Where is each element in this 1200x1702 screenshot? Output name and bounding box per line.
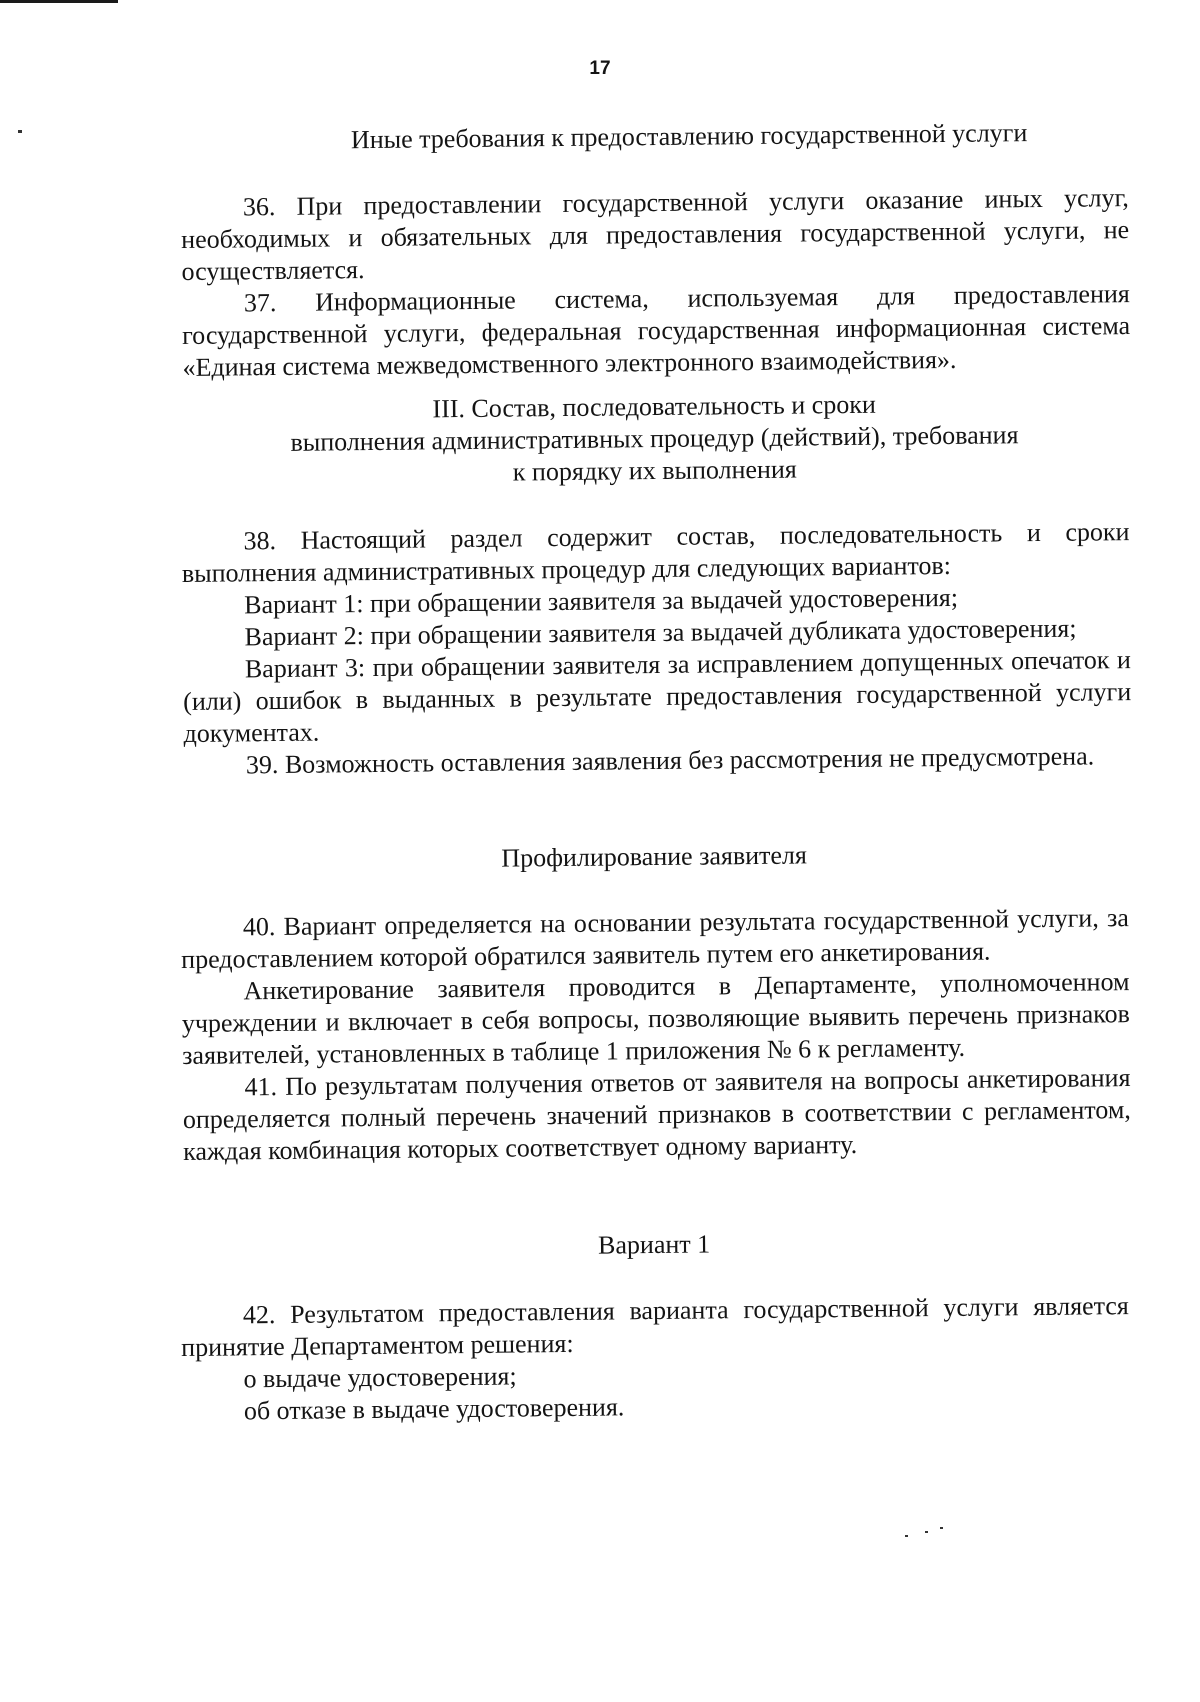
paragraph-36: 36. При предоставлении государственной услуги оказание иных услуг, необходимых и обязательных для предоставления государственной услуги, не осуществляется.	[181, 183, 1130, 286]
scan-speck	[905, 1535, 908, 1537]
section-iii-heading-line-2: выполнения административных процедур (действий), требования	[290, 420, 1019, 457]
page-number: 17	[589, 58, 611, 79]
scan-edge-mark	[0, 0, 118, 3]
section-iii	[180, 386, 1132, 782]
paragraph-40-continued: Анкетирование заявителя проводится в Департаменте, уполномоченном учреждении и включает в себя вопросы, позволяющие выявить перечень признаков заявителей, установленных в таблице 1 приложения № 6 к регламенту.	[181, 967, 1130, 1070]
section-variant-1	[180, 1224, 1130, 1428]
list-item-refusal: об отказе в выдаче удостоверения.	[243, 1392, 625, 1426]
variant-2-description: Вариант 2: при обращении заявителя за выдачей дубликата удостоверения;	[244, 613, 1077, 652]
section-heading-profiling: Профилирование заявителя	[501, 840, 808, 873]
list-item-issue-certificate: о выдаче удостоверения;	[243, 1361, 517, 1394]
section-other-requirements	[180, 116, 1131, 384]
variant-1-description: Вариант 1: при обращении заявителя за выдачей удостоверения;	[244, 582, 959, 620]
paragraph-40: 40. Вариант определяется на основании результата государственной услуги, за предоставлением которой обратился заявитель путем его анкетирования.	[181, 903, 1129, 974]
paragraph-41: 41. По результатам получения ответов от заявителя на вопросы анкетирования определяется полный перечень значений признаков в соответствии с регламентом, каждая комбинация которых соответствует одному варианту.	[182, 1063, 1131, 1166]
section-heading-variant-1: Вариант 1	[597, 1229, 711, 1260]
paragraph-39: 39. Возможность оставления заявления без рассмотрения не предусмотрена.	[245, 741, 1095, 780]
paragraph-38: 38. Настоящий раздел содержит состав, последовательность и сроки выполнения административных процедур для следующих вариантов:	[181, 517, 1130, 588]
section-heading-other-requirements: Иные требования к предоставлению государственной услуги	[350, 118, 1028, 155]
section-iii-heading-line-3: к порядку их выполнения	[512, 454, 797, 487]
paragraph-37: 37. Информационные система, используемая для предоставления государственной услуги, федеральная государственная информационная система «Единая система межведомственного электронного взаимодействия».	[182, 279, 1131, 382]
scan-speck	[18, 130, 22, 133]
variant-3-description: Вариант 3: при обращении заявителя за исправлением допущенных опечаток и (или) ошибок в выданных в результате предоставления государственной услуги документах.	[183, 645, 1132, 748]
section-profiling	[180, 836, 1131, 1168]
paragraph-42: 42. Результатом предоставления варианта государственной услуги является принятие Департаментом решения:	[181, 1291, 1129, 1362]
scan-speck	[940, 1527, 943, 1529]
scan-speck	[925, 1531, 928, 1533]
section-iii-heading-line-1: III. Состав, последовательность и сроки	[432, 389, 876, 424]
